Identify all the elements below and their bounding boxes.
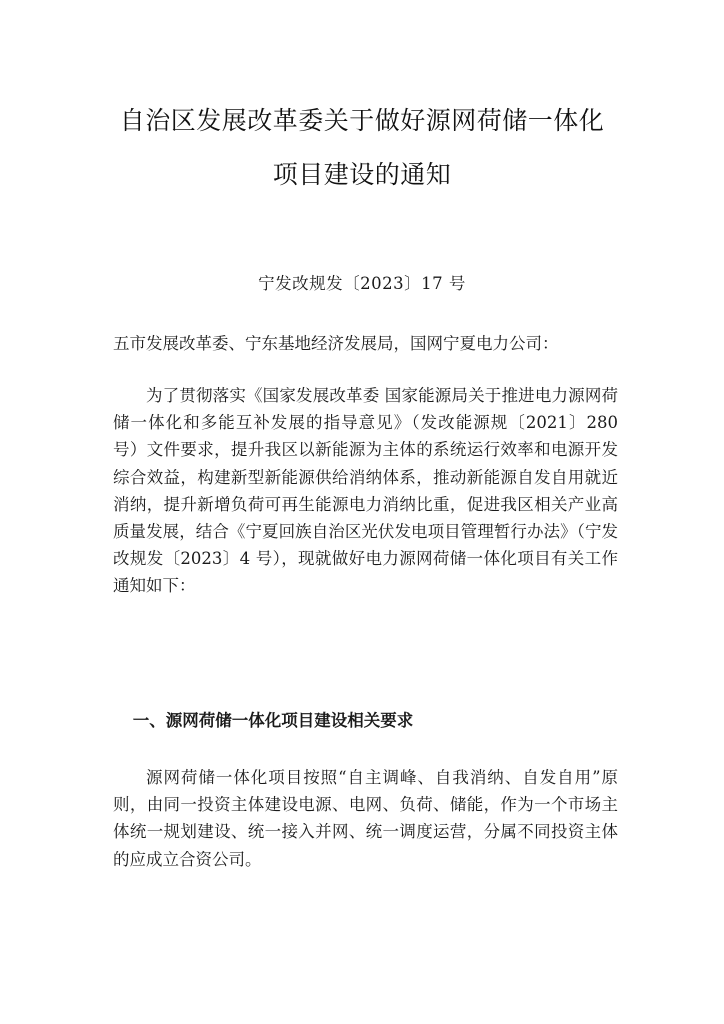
addressee: 五市发展改革委、宁东基地经济发展局，国网宁夏电力公司： — [113, 334, 559, 353]
document-title-line-2: 项目建设的通知 — [272, 160, 452, 189]
paragraph-requirements: 源网荷储一体化项目按照“自主调峰、自我消纳、自发自用”原则，由同一投资主体建设电源、电网、负荷、储能，作为一个市场主体统一规划建设、统一接入并网、统一调度运营，分属不同投资主体的应成立合资公司。 — [113, 768, 618, 869]
document-number: 宁发改规发〔2023〕17 号 — [258, 274, 466, 293]
paragraph-intro: 为了贯彻落实《国家发展改革委 国家能源局关于推进电力源网荷储一体化和多能互补发展的指导意见》（发改能源规〔2021〕280 号）文件要求，提升我区以新能源为主体的系统运行效率和电源开发综合效益，构建新型新能源供给消纳体系，推动新能源自发自用就近消纳，提升新增负荷可再生能源电力消纳比重，促进我区相关产业高质量发展，结合《宁夏回族自治区光伏发电项目管理暂行办法》（宁发改规发〔2023〕4 号），现就做好电力源网荷储一体化项目有关工作通知如下： — [113, 386, 618, 596]
section-heading-1: 一、源网荷储一体化项目建设相关要求 — [132, 711, 414, 730]
document-title-line-1: 自治区发展改革委关于做好源网荷储一体化 — [119, 106, 605, 135]
